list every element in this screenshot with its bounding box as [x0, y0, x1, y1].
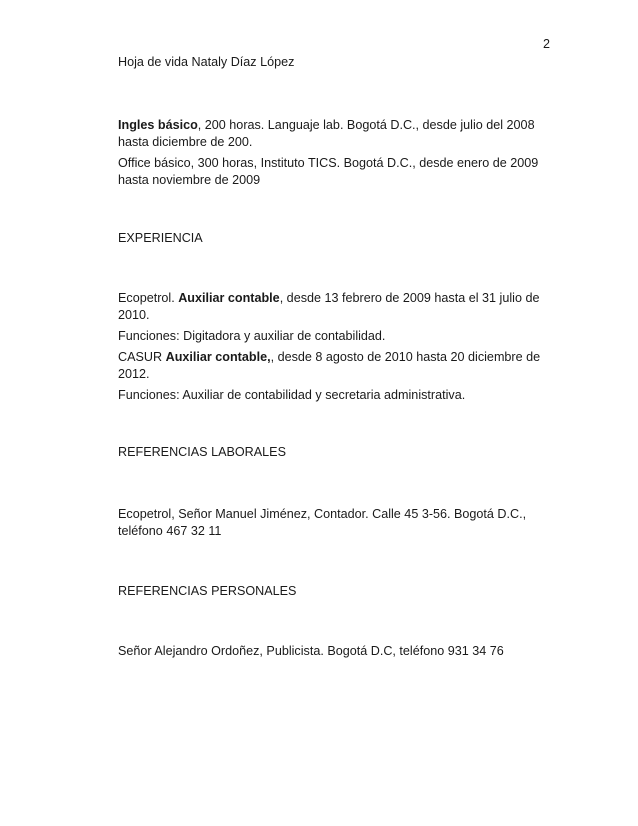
experience-heading: EXPERIENCIA: [118, 231, 203, 245]
courses-section: [118, 117, 543, 189]
page-number: 2: [542, 37, 550, 51]
experience-section: [118, 290, 543, 404]
personal-references-heading: REFERENCIAS PERSONALES: [118, 584, 297, 598]
course-entry: [118, 117, 543, 151]
job-company: CASUR: [118, 350, 166, 364]
work-references-text: Ecopetrol, Señor Manuel Jiménez, Contador. Calle 45 3-56. Bogotá D.C., teléfono 467 32 11: [118, 507, 527, 538]
job-dates: , desde 8 agosto de 2010 hasta 20 diciembre de 2012.: [118, 350, 541, 381]
job-role: Auxiliar contable: [178, 291, 280, 305]
course-details: Office básico, 300 horas, Instituto TICS. Bogotá D.C., desde enero de 2009 hasta noviembre de 2009: [118, 156, 539, 187]
job-functions: Funciones: Digitadora y auxiliar de contabilidad.: [118, 329, 386, 343]
course-details: , 200 horas. Languaje lab. Bogotá D.C., desde julio del 2008 hasta diciembre de 200.: [118, 118, 535, 149]
personal-references-text: Señor Alejandro Ordoñez, Publicista. Bogotá D.C, teléfono 931 34 76: [118, 644, 504, 658]
course-title: Ingles básico: [118, 118, 198, 132]
job-company: Ecopetrol.: [118, 291, 179, 305]
job-functions: Funciones: Auxiliar de contabilidad y secretaria administrativa.: [118, 388, 466, 402]
work-references-heading: REFERENCIAS LABORALES: [118, 445, 286, 459]
job-role: Auxiliar contable,: [165, 350, 271, 364]
running-header: Hoja de vida Nataly Díaz López: [118, 55, 295, 69]
job-dates: , desde 13 febrero de 2009 hasta el 31 julio de 2010.: [118, 291, 540, 322]
job-entry: [118, 349, 543, 383]
job-entry: [118, 290, 543, 324]
course-entry: [118, 155, 543, 189]
